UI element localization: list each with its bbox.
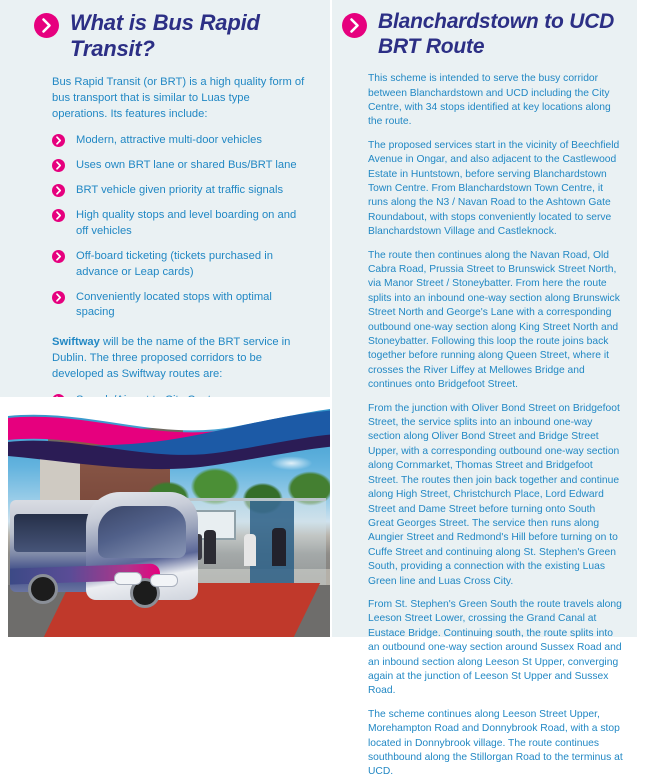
bus-windshield [98, 506, 186, 558]
features-list [52, 133, 308, 321]
right-body [332, 59, 637, 780]
bus-headlight [114, 572, 142, 585]
brand-wave-graphic [8, 406, 330, 476]
list-item [52, 133, 308, 149]
list-item [52, 290, 308, 322]
chevron-right-circle-icon [52, 184, 65, 197]
route-paragraph: This scheme is intended to serve the busy corridor between Blanchardstown and UCD including the City Centre, with 34 stops identified at key locations along the route. [368, 73, 611, 128]
page-title: What is Bus Rapid Transit? [70, 10, 260, 61]
bus-wheel [28, 574, 58, 604]
chevron-right-circle-icon [342, 13, 367, 38]
list-item [52, 208, 308, 240]
feature-label: Modern, attractive multi-door vehicles [76, 134, 262, 147]
bus-side-windows [14, 514, 96, 552]
passenger [204, 530, 216, 564]
swiftway-brand: Swiftway [52, 336, 100, 349]
chevron-right-circle-icon [52, 209, 65, 222]
chevron-right-circle-icon [34, 13, 59, 38]
swiftway-text: will be the name of the BRT service in Dublin. The three proposed corridors to be developed as Swiftway routes are: [52, 336, 291, 381]
intro-paragraph: Bus Rapid Transit (or BRT) is a high quality form of bus transport that is similar to Luas type operations. Its features include: [52, 76, 305, 121]
brt-bus [10, 492, 194, 604]
route-paragraph: The scheme continues along Leeson Street Upper, Morehampton Road and Donnybrook Road, with a stop located in Donnybrook village. The route continues southbound along the Stillorgan Road to the terminus at UCD. [368, 708, 623, 778]
chevron-right-circle-icon [52, 250, 65, 263]
list-item [52, 158, 308, 174]
page-right-margin [637, 0, 649, 637]
feature-label: Conveniently located stops with optimal spacing [76, 290, 272, 319]
brt-bus-illustration [0, 397, 330, 637]
right-column [332, 0, 637, 778]
list-item [52, 183, 308, 199]
list-item [52, 249, 308, 281]
route-paragraph: From the junction with Oliver Bond Street on Bridgefoot Street, the service splits into an inbound one-way section along Oliver Bond Street and Bridge Street Upper, with a corresponding outbound one-way section along Cornmarket, Thomas Street and Bridgefoot Street. The routes then join back together and continue along High Street, Christchurch Place, Lord Edward Street and Dame Street before turning onto South Great Georges Street. The service then runs along Aungier Street and Redmond's Hill before turning on to Cuffe Street and continuing along St. Stephen's Green South, providing a connection with the existing Luas Green line and Luas Cross City. [368, 402, 620, 587]
passenger [272, 528, 286, 566]
route-paragraph: From St. Stephen's Green South the route travels along Leeson Street Lower, crossing the Grand Canal at Eustace Bridge. Continuing south, the route splits into an outbound one-way section around Sussex Road and an inbound section along Leeson St Upper, converging again at the junction of Leeson St Upper and Sussex Road. [368, 598, 622, 697]
illustration-canvas [8, 406, 330, 637]
feature-label: BRT vehicle given priority at traffic signals [76, 184, 284, 196]
route-paragraph: The proposed services start in the vicinity of Beechfield Avenue in Ongar, and also adjacent to the Castlewood Estate in Huntstown, before serving Blanchardstown Town Centre. From Blanchardstown Town Centre, it runs along the N3 / Navan Road to the Ashtown Gate Roundabout, with stops conveniently located to serve Blanchardstown Village and Castleknock. [368, 139, 620, 238]
chevron-right-circle-icon [52, 291, 65, 304]
route-paragraph: The route then continues along the Navan Road, Old Cabra Road, Prussia Street to Brunswick Street North, via Manor Street / Stoneybatter. From here the route splits into an inbound one-way section along Brunswick Street North and George's Lane with a corresponding outbound one-way section along King Street North and Stoneybatter. Following this loop the route joins back together before running along Queen Street, where it crosses the River Liffey at Mellowes Bridge and continues onto Bridgefoot Street. [368, 249, 620, 391]
right-heading-row [332, 0, 637, 59]
chevron-right-circle-icon [52, 159, 65, 172]
left-heading-row [0, 0, 330, 61]
chevron-right-circle-icon [52, 134, 65, 147]
feature-label: Uses own BRT lane or shared Bus/BRT lane [76, 159, 297, 172]
left-column [0, 0, 330, 637]
bus-headlight [150, 574, 178, 587]
section-title: Blanchardstown to UCD BRT Route [378, 10, 615, 58]
swiftway-paragraph [52, 335, 308, 383]
passenger [244, 534, 256, 566]
feature-label: Off-board ticketing (tickets purchased in advance or Leap cards) [76, 249, 273, 278]
feature-label: High quality stops and level boarding on and off vehicles [76, 208, 297, 237]
